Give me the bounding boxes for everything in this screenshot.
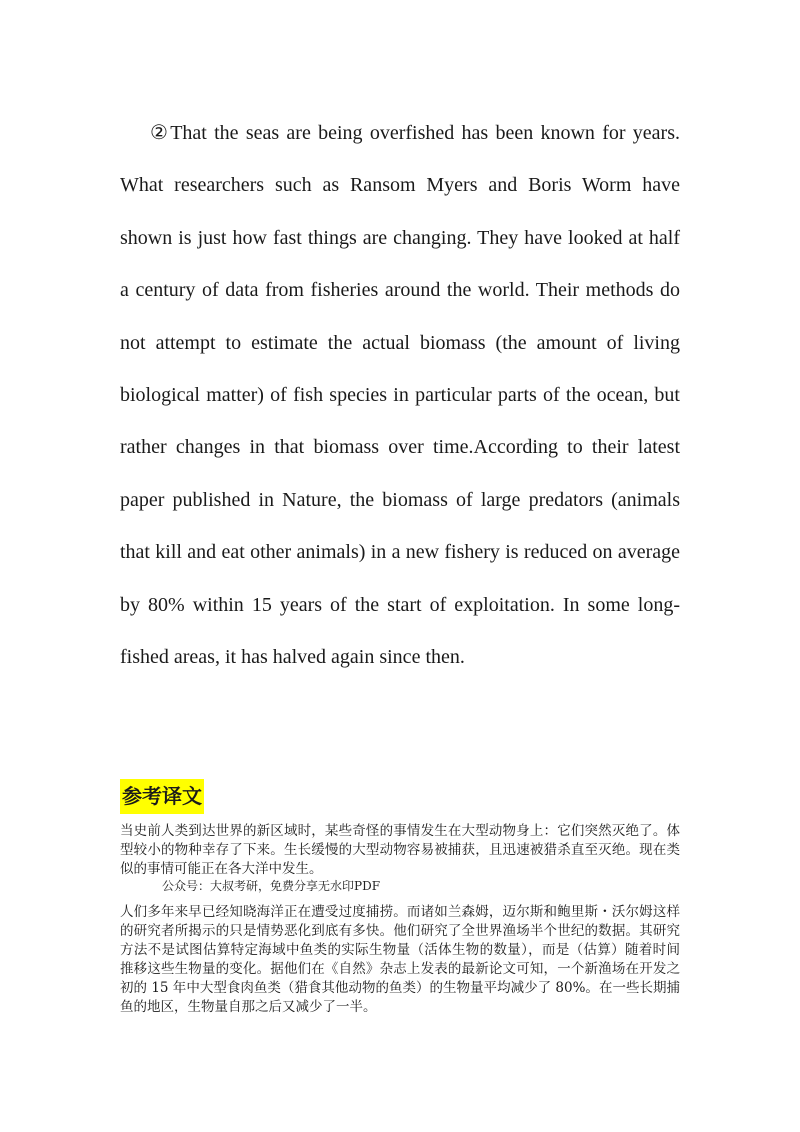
translation-paragraph-1: 当史前人类到达世界的新区域时，某些奇怪的事情发生在大型动物身上：它们突然灭绝了。体型较小的物种幸存了下来。生长缓慢的大型动物容易被捕获，且迅速被猎杀直至灭绝。现在类似的事情可能正在各大洋中发生。: [120, 823, 680, 877]
english-passage-paragraph: ②That the seas are being overfished has been known for years. What researchers such as Ransom Myers and Boris Worm have shown is just how fast things are changing. They have looked at half a century of data from fisheries around the world. Their methods do not attempt to estimate the actual biomass (the amount of living biological matter) of fish species in particular parts of the ocean, but rather changes in that biomass over time.According to their latest paper published in Nature, the biomass of large predators (animals that kill and eat other animals) in a new fishery is reduced on average by 80% within 15 years of the start of exploitation. In some long-fished areas, it has halved again since then.: [120, 122, 680, 669]
watermark-text: 公众号：大叔考研，免费分享无水印PDF: [162, 879, 381, 893]
translation-paragraph-2: 人们多年来早已经知晓海洋正在遭受过度捕捞。而诸如兰森姆，迈尔斯和鲍里斯・沃尔姆这样的研究者所揭示的只是情势恶化到底有多快。他们研究了全世界渔场半个世纪的数据。其研究方法不是试图估算特定海域中鱼类的实际生物量（活体生物的数量），而是（估算）随着时间推移这些生物量的变化。据他们在《自然》杂志上发表的最新论文可知，一个新渔场在开发之初的 15 年中大型食肉鱼类（猎食其他动物的鱼类）的生物量平均减少了 80%。在一些长期捕鱼的地区，生物量自那之后又减少了一半。: [120, 904, 680, 1015]
translation-heading: 参考译文: [120, 779, 204, 814]
